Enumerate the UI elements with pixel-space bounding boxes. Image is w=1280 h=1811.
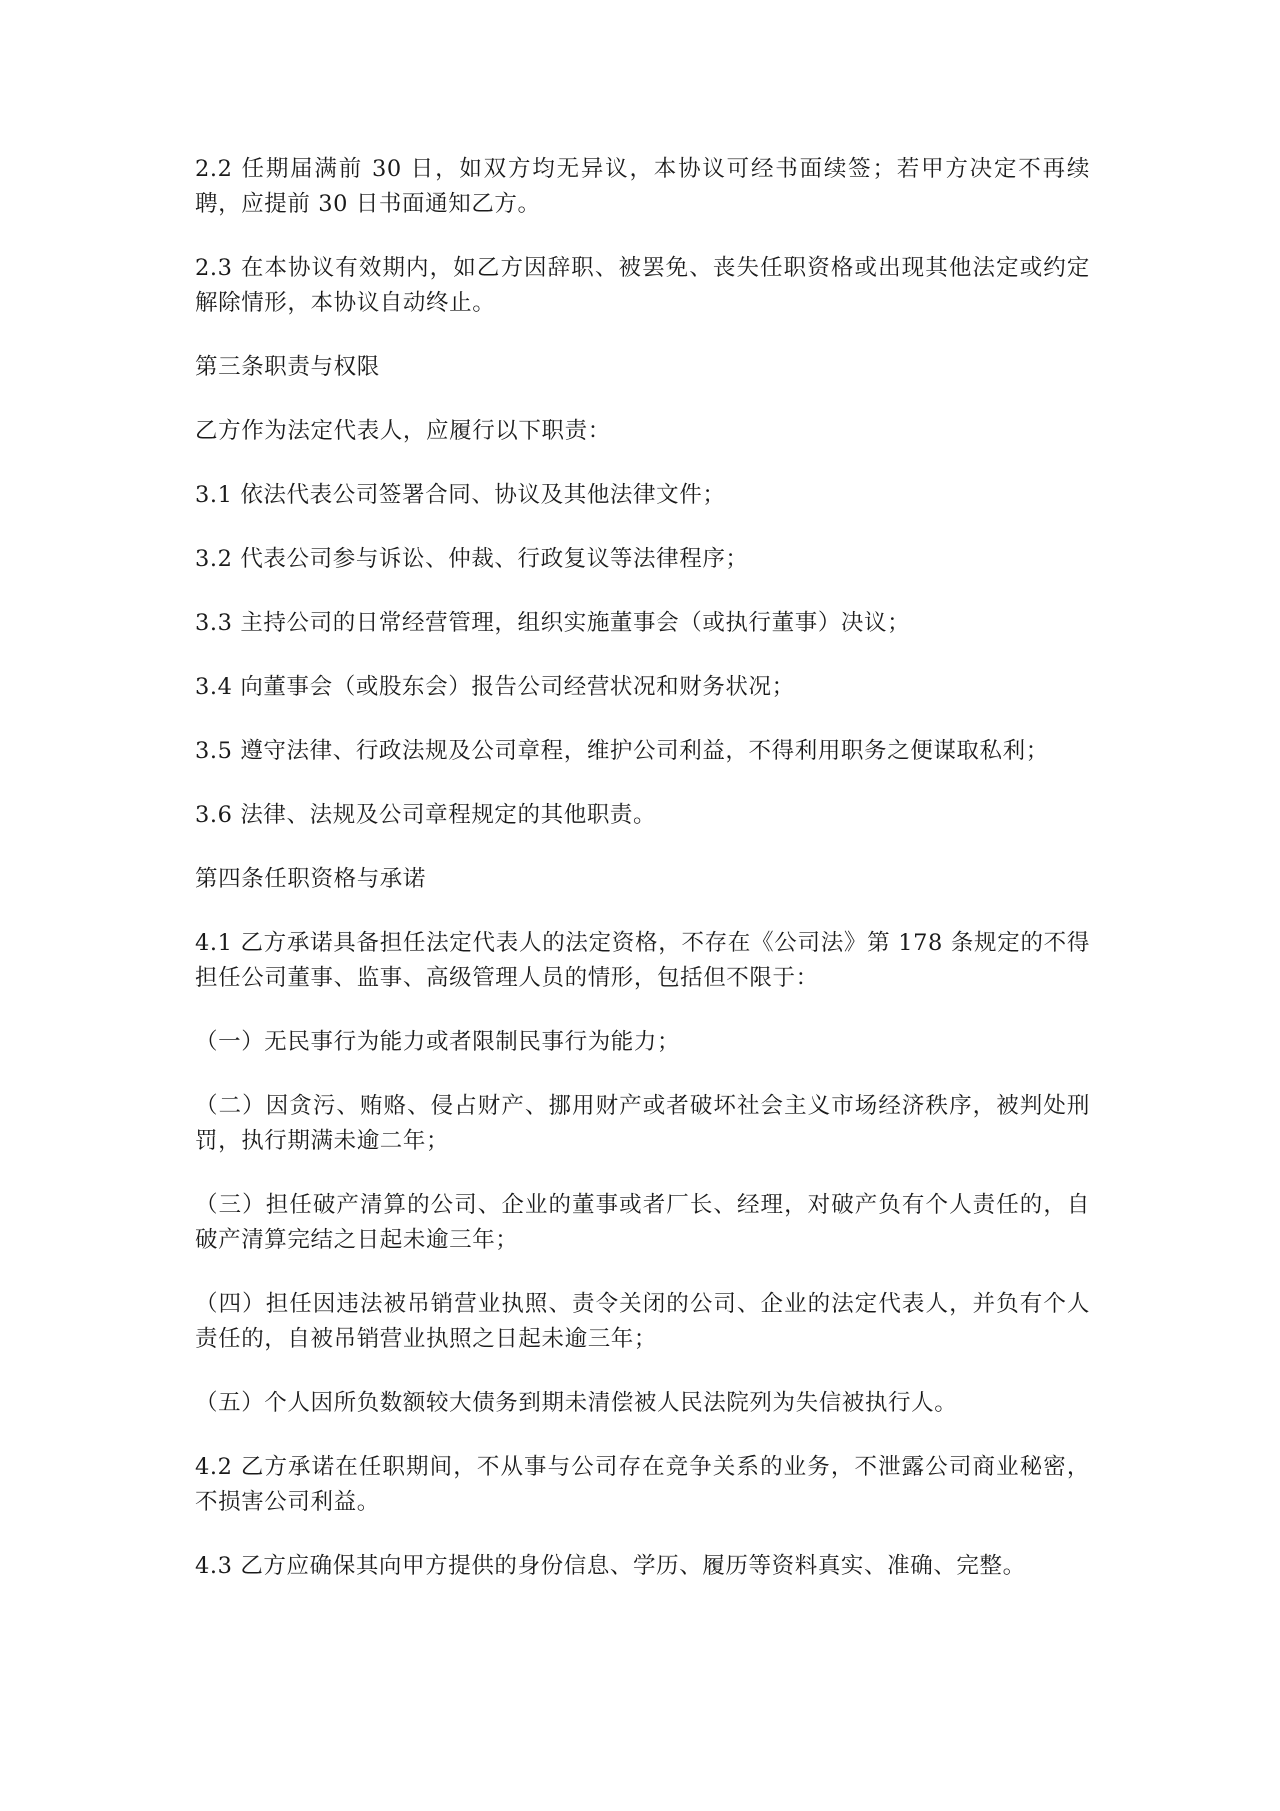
item-5: （五）个人因所负数额较大债务到期未清偿被人民法院列为失信被执行人。 xyxy=(195,1390,958,1416)
item-1: （一）无民事行为能力或者限制民事行为能力； xyxy=(195,1029,681,1055)
item-4: （四）担任因违法被吊销营业执照、责令关闭的公司、企业的法定代表人，并负有个人责任的，自被吊销营业执照之日起未逾三年； xyxy=(195,1291,1090,1352)
clause-3-6: 3.6 法律、法规及公司章程规定的其他职责。 xyxy=(195,802,657,828)
item-2: （二）因贪污、贿赂、侵占财产、挪用财产或者破坏社会主义市场经济秩序，被判处刑罚，执行期满未逾二年； xyxy=(195,1093,1090,1154)
section-heading-article-3: 第三条职责与权限 xyxy=(195,354,380,380)
clause-3-1: 3.1 依法代表公司签署合同、协议及其他法律文件； xyxy=(195,482,726,508)
clause-2-3: 2.3 在本协议有效期内，如乙方因辞职、被罢免、丧失任职资格或出现其他法定或约定解除情形，本协议自动终止。 xyxy=(195,255,1090,316)
clause-3-3: 3.3 主持公司的日常经营管理，组织实施董事会（或执行董事）决议； xyxy=(195,610,911,636)
clause-4-3: 4.3 乙方应确保其向甲方提供的身份信息、学历、履历等资料真实、准确、完整。 xyxy=(195,1553,1026,1579)
clause-3-5: 3.5 遵守法律、行政法规及公司章程，维护公司利益，不得利用职务之便谋取私利； xyxy=(195,738,1049,764)
item-3: （三）担任破产清算的公司、企业的董事或者厂长、经理，对破产负有个人责任的，自破产清算完结之日起未逾三年； xyxy=(195,1192,1090,1253)
clause-4-2: 4.2 乙方承诺在任职期间，不从事与公司存在竞争关系的业务，不泄露公司商业秘密，不损害公司利益。 xyxy=(195,1454,1090,1515)
clause-3-2: 3.2 代表公司参与诉讼、仲裁、行政复议等法律程序； xyxy=(195,546,749,572)
clause-2-2: 2.2 任期届满前 30 日，如双方均无异议，本协议可经书面续签；若甲方决定不再续聘，应提前 30 日书面通知乙方。 xyxy=(195,156,1090,217)
clause-3-4: 3.4 向董事会（或股东会）报告公司经营状况和财务状况； xyxy=(195,674,795,700)
section-heading-article-4: 第四条任职资格与承诺 xyxy=(195,866,427,892)
duties-intro: 乙方作为法定代表人，应履行以下职责： xyxy=(195,418,611,444)
document-body xyxy=(195,152,1090,1613)
clause-4-1: 4.1 乙方承诺具备担任法定代表人的法定资格，不存在《公司法》第 178 条规定的不得担任公司董事、监事、高级管理人员的情形，包括但不限于： xyxy=(195,930,1090,991)
